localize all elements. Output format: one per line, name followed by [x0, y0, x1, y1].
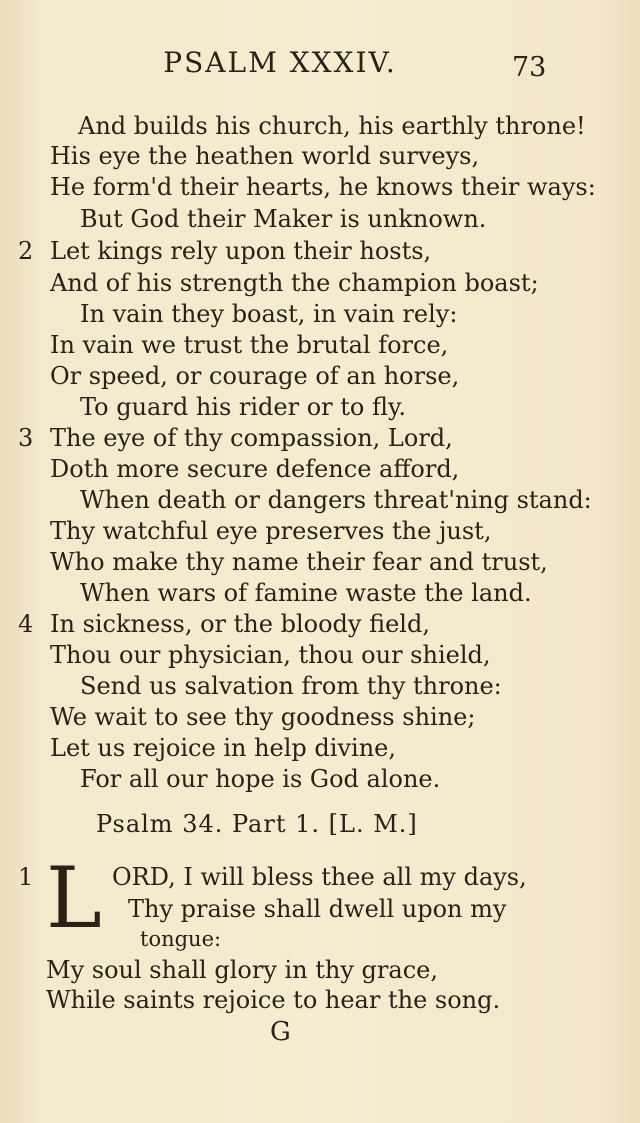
- hymn-line: To guard his rider or to fly.: [80, 393, 406, 421]
- hymn-line: Let us rejoice in help divine,: [50, 734, 396, 762]
- hymn-line: And of his strength the champion boast;: [50, 269, 539, 297]
- hymn-line: In sickness, or the bloody field,: [50, 610, 430, 638]
- hymn-line: tongue:: [140, 927, 222, 951]
- hymn-line: Let kings rely upon their hosts,: [50, 237, 432, 265]
- hymn-line: My soul shall glory in thy grace,: [46, 956, 438, 984]
- hymn-line: Thou our physician, thou our shield,: [50, 641, 491, 669]
- running-head: PSALM XXXIV.: [163, 46, 397, 79]
- signature-mark: G: [270, 1017, 291, 1047]
- verse-number: 3: [18, 424, 34, 452]
- hymn-line: For all our hope is God alone.: [80, 765, 441, 793]
- drop-cap: L: [46, 849, 102, 947]
- hymn-line: But God their Maker is unknown.: [80, 205, 487, 233]
- hymn-line: Thy watchful eye preserves the just,: [50, 517, 492, 545]
- verse-number: 1: [18, 863, 34, 891]
- hymn-line: In vain they boast, in vain rely:: [80, 300, 458, 328]
- hymn-line: Doth more secure defence afford,: [50, 455, 460, 483]
- hymn-line: And builds his church, his earthly throne!: [78, 112, 586, 140]
- hymn-line: When death or dangers threat'ning stand:: [80, 486, 592, 514]
- hymn-line: When wars of famine waste the land.: [80, 579, 532, 607]
- hymn-line: ORD, I will bless thee all my days,: [112, 863, 527, 891]
- hymn-line: Thy praise shall dwell upon my: [128, 895, 507, 923]
- hymn-line: The eye of thy compassion, Lord,: [50, 424, 453, 452]
- hymn-line: We wait to see thy goodness shine;: [50, 703, 476, 731]
- hymn-line: Or speed, or courage of an horse,: [50, 362, 460, 390]
- hymn-line: His eye the heathen world surveys,: [50, 142, 480, 170]
- page-number: 73: [512, 52, 547, 83]
- verse-number: 2: [18, 237, 34, 265]
- hymn-line: He form'd their hearts, he knows their ways:: [50, 173, 596, 201]
- verse-number: 4: [18, 610, 34, 638]
- hymn-line: Who make thy name their fear and trust,: [50, 548, 548, 576]
- hymn-line: In vain we trust the brutal force,: [50, 331, 449, 359]
- hymn-line: Send us salvation from thy throne:: [80, 672, 502, 700]
- hymn-line: While saints rejoice to hear the song.: [46, 986, 501, 1014]
- section-heading: Psalm 34. Part 1. [L. M.]: [96, 810, 418, 838]
